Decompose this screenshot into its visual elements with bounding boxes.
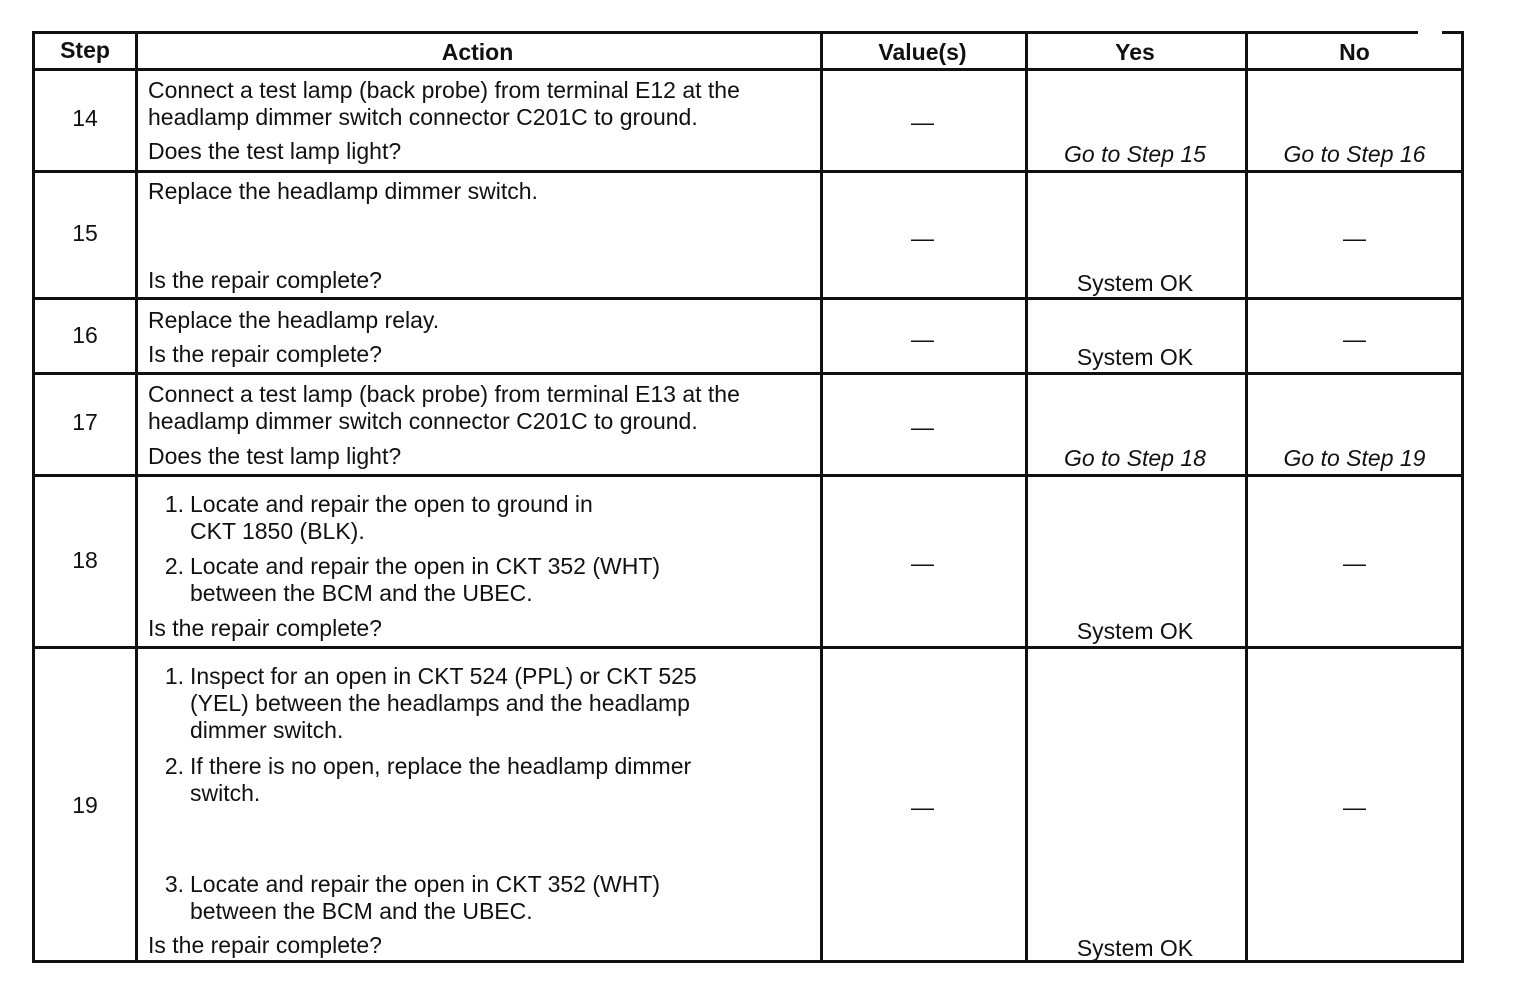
yes-cell: Go to Step 18 bbox=[1064, 445, 1206, 471]
step-number: 16 bbox=[72, 322, 98, 348]
list-line: CKT 1850 (BLK). bbox=[190, 518, 365, 544]
header-yes: Yes bbox=[1115, 39, 1155, 65]
list-line: Locate and repair the open in CKT 352 (WHT) bbox=[190, 553, 661, 579]
header-step: Step bbox=[60, 37, 110, 63]
no-cell: — bbox=[1343, 794, 1366, 820]
action-line: headlamp dimmer switch connector C201C to ground. bbox=[148, 104, 698, 130]
action-line: Replace the headlamp relay. bbox=[148, 307, 440, 333]
header-action: Action bbox=[441, 39, 514, 65]
action-question: Does the test lamp light? bbox=[148, 138, 402, 164]
yes-cell: Go to Step 15 bbox=[1064, 141, 1206, 167]
action-line: Connect a test lamp (back probe) from terminal E12 at the bbox=[148, 77, 740, 103]
list-item bbox=[148, 553, 660, 580]
step-number: 17 bbox=[72, 409, 98, 435]
list-item bbox=[148, 491, 593, 518]
action-line: headlamp dimmer switch connector C201C to ground. bbox=[148, 408, 698, 434]
action-question: Is the repair complete? bbox=[148, 932, 382, 958]
action-question: Does the test lamp light? bbox=[148, 443, 402, 469]
list-number: 2. bbox=[164, 753, 184, 779]
list-item bbox=[148, 663, 697, 690]
no-cell: Go to Step 19 bbox=[1283, 445, 1426, 471]
list-number: 3. bbox=[164, 871, 184, 897]
diagnostic-table bbox=[32, 31, 1464, 963]
row-divider bbox=[35, 297, 1461, 300]
no-cell: Go to Step 16 bbox=[1283, 141, 1426, 167]
row-divider bbox=[35, 68, 1461, 71]
header-no: No bbox=[1339, 39, 1370, 65]
row-divider bbox=[35, 646, 1461, 649]
yes-cell: System OK bbox=[1076, 618, 1194, 644]
list-line: Inspect for an open in CKT 524 (PPL) or CKT 525 bbox=[190, 663, 697, 689]
step-number: 14 bbox=[72, 105, 98, 131]
step-number: 18 bbox=[72, 547, 98, 573]
row-divider bbox=[35, 474, 1461, 477]
list-line: dimmer switch. bbox=[190, 717, 344, 743]
value-cell: — bbox=[911, 109, 934, 135]
yes-cell: System OK bbox=[1076, 270, 1194, 296]
row-divider bbox=[35, 372, 1461, 375]
action-question: Is the repair complete? bbox=[148, 267, 382, 293]
header-values: Value(s) bbox=[878, 39, 967, 65]
list-number: 2. bbox=[164, 553, 184, 579]
value-cell: — bbox=[911, 326, 934, 352]
value-cell: — bbox=[911, 794, 934, 820]
action-line: Connect a test lamp (back probe) from terminal E13 at the bbox=[148, 381, 740, 407]
list-line: If there is no open, replace the headlamp dimmer bbox=[190, 753, 692, 779]
list-number: 1. bbox=[164, 491, 184, 517]
action-question: Is the repair complete? bbox=[148, 615, 382, 641]
list-line: between the BCM and the UBEC. bbox=[190, 898, 533, 924]
yes-cell: System OK bbox=[1076, 935, 1194, 961]
value-cell: — bbox=[911, 550, 934, 576]
list-line: (YEL) between the headlamps and the headlamp bbox=[190, 690, 690, 716]
yes-cell: System OK bbox=[1076, 344, 1194, 370]
action-line: Replace the headlamp dimmer switch. bbox=[148, 178, 538, 204]
list-line: switch. bbox=[190, 780, 261, 806]
step-number: 15 bbox=[72, 220, 98, 246]
value-cell: — bbox=[911, 225, 934, 251]
list-item bbox=[148, 753, 691, 780]
value-cell: — bbox=[911, 414, 934, 440]
no-cell: — bbox=[1343, 550, 1366, 576]
scan-gap bbox=[1418, 26, 1442, 36]
action-question: Is the repair complete? bbox=[148, 341, 382, 367]
list-item bbox=[148, 871, 660, 898]
row-divider bbox=[35, 170, 1461, 173]
list-number: 1. bbox=[164, 663, 184, 689]
list-line: Locate and repair the open to ground in bbox=[190, 491, 593, 517]
list-line: between the BCM and the UBEC. bbox=[190, 580, 533, 606]
list-line: Locate and repair the open in CKT 352 (WHT) bbox=[190, 871, 661, 897]
step-number: 19 bbox=[72, 792, 98, 818]
no-cell: — bbox=[1343, 225, 1366, 251]
no-cell: — bbox=[1343, 326, 1366, 352]
